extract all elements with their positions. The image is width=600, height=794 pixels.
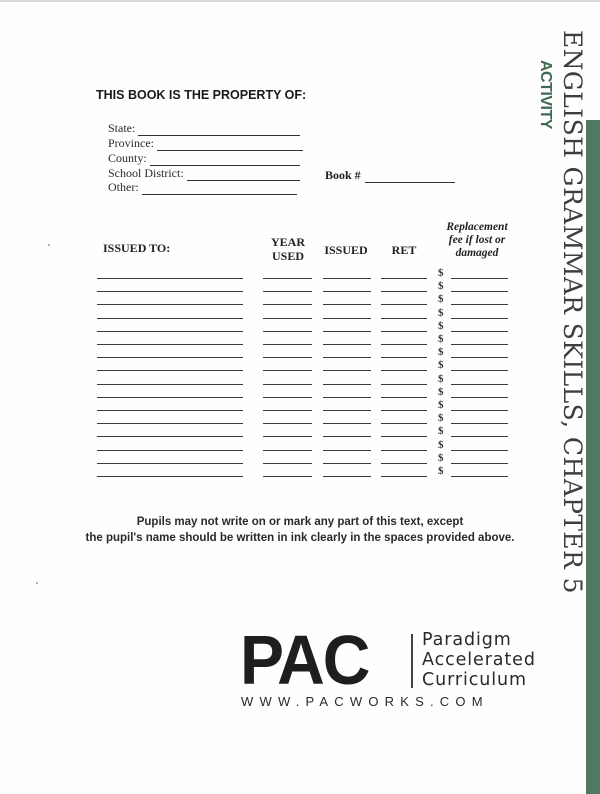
year-used-header <box>262 235 314 263</box>
dollar-sign: $ <box>438 280 444 293</box>
state-label: State: <box>108 121 136 135</box>
dollar-sign: $ <box>438 293 444 306</box>
state-field <box>108 122 300 136</box>
book-number-blank-line[interactable] <box>365 172 455 183</box>
logo-divider <box>411 634 413 688</box>
year-used-header-line2: USED <box>271 249 304 263</box>
fee-blank-line[interactable] <box>451 476 508 477</box>
issued-blank-line[interactable] <box>323 476 371 477</box>
dollar-sign: $ <box>438 372 444 385</box>
table-row <box>0 385 600 398</box>
pac-logo <box>240 621 560 720</box>
table-row <box>0 345 600 358</box>
dollar-sign: $ <box>438 465 444 477</box>
dollar-sign: $ <box>438 438 444 451</box>
dollar-sign: $ <box>438 412 444 425</box>
dollar-sign: $ <box>438 451 444 464</box>
county-label: County: <box>108 151 147 165</box>
fee-header-line3: damaged <box>455 247 499 259</box>
table-row <box>0 358 600 371</box>
dollar-sign: $ <box>438 425 444 438</box>
school-district-blank-line[interactable] <box>187 170 300 181</box>
other-label: Other: <box>108 180 139 194</box>
book-number-label: Book # <box>325 168 361 182</box>
publisher-name <box>422 630 536 690</box>
publisher-name-line3: Curriculum <box>422 670 527 690</box>
table-row <box>0 438 600 451</box>
county-blank-line[interactable] <box>150 155 300 166</box>
province-field <box>108 137 303 151</box>
table-row <box>0 372 600 385</box>
issued-to-header: ISSUED TO: <box>103 241 171 255</box>
issued-header: ISSUED <box>324 243 368 257</box>
dollar-sign: $ <box>438 306 444 319</box>
publisher-name-line2: Accelerated <box>422 650 536 670</box>
paper-speck <box>36 582 38 584</box>
table-row <box>0 451 600 464</box>
spine-title: ENGLISH GRAMMAR SKILLS, CHAPTER 5 <box>558 30 587 594</box>
table-row <box>0 411 600 424</box>
fee-header-line2: fee if lost or <box>448 234 506 246</box>
table-row <box>0 292 600 305</box>
dollar-sign: $ <box>438 346 444 359</box>
page-edge <box>0 0 600 2</box>
other-blank-line[interactable] <box>142 184 297 195</box>
table-row <box>0 424 600 437</box>
table-row <box>0 279 600 292</box>
notice-line-1: Pupils may not write on or mark any part of this text, except <box>136 516 464 528</box>
dollar-sign: $ <box>438 333 444 345</box>
dollar-sign: $ <box>438 319 444 332</box>
usage-notice <box>60 514 540 546</box>
dollar-sign: $ <box>438 267 444 279</box>
other-field <box>108 181 297 195</box>
dollar-sign: $ <box>438 359 444 372</box>
county-field <box>108 152 300 166</box>
notice-line-2: the pupil's name should be written in ink clearly in the spaces provided above. <box>85 532 515 544</box>
table-row <box>0 319 600 332</box>
table-row <box>0 266 600 279</box>
fee-header-line1: Replacement <box>446 221 508 233</box>
replacement-fee-header <box>440 221 514 260</box>
year-used-blank-line[interactable] <box>263 476 312 477</box>
publisher-name-line1: Paradigm <box>422 630 512 650</box>
school-district-label: School District: <box>108 166 184 180</box>
ret-header: RET <box>391 243 417 257</box>
dollar-sign: $ <box>438 385 444 398</box>
ret-blank-line[interactable] <box>381 476 427 477</box>
table-row <box>0 398 600 411</box>
property-heading: THIS BOOK IS THE PROPERTY OF: <box>96 88 307 102</box>
issued-to-blank-line[interactable] <box>97 476 243 477</box>
dollar-sign: $ <box>438 399 444 411</box>
spine-activity-tag: ACTIVITY <box>537 60 554 129</box>
state-blank-line[interactable] <box>138 125 300 136</box>
table-row <box>0 464 600 477</box>
school-district-field <box>108 167 300 181</box>
year-used-header-line1: YEAR <box>270 235 305 249</box>
table-row <box>0 332 600 345</box>
paper-speck <box>48 244 50 246</box>
pac-logo-mark: PAC <box>240 621 369 699</box>
province-blank-line[interactable] <box>157 140 303 151</box>
province-label: Province: <box>108 136 154 150</box>
publisher-url: WWW.PACWORKS.COM <box>241 694 489 709</box>
table-row <box>0 306 600 319</box>
book-number-field <box>325 168 455 183</box>
